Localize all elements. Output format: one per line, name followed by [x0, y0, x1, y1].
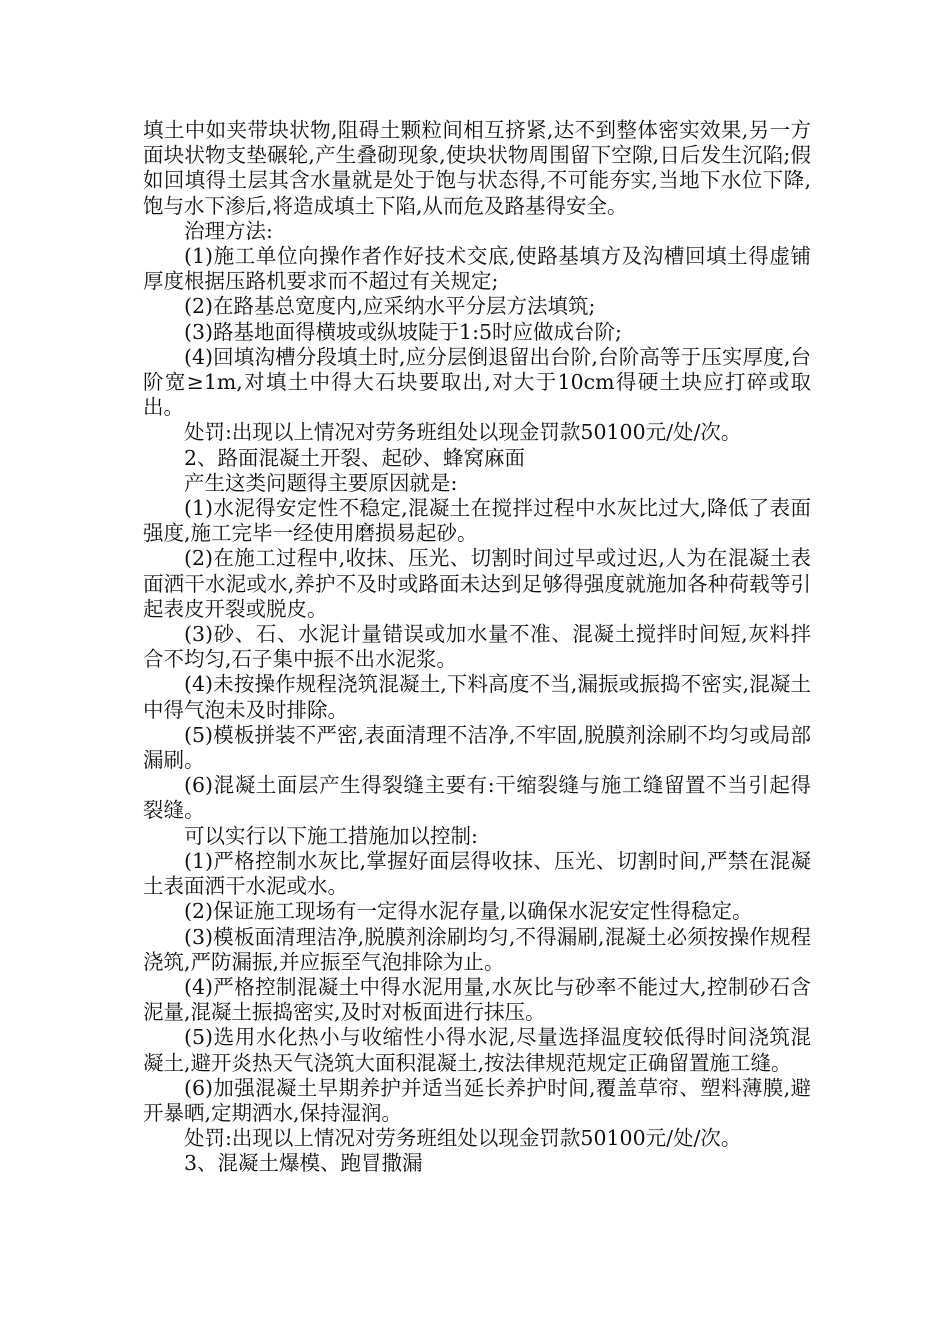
list-item: (4)严格控制混凝土中得水泥用量,水灰比与砂率不能过大,控制砂石含泥量,混凝土振捣密实,及时对板面进行抹压。: [143, 974, 811, 1025]
list-item: (2)在路基总宽度内,应采纳水平分层方法填筑;: [184, 294, 596, 319]
list-item: (1)施工单位向操作者作好技术交底,使路基填方及沟槽回填土得虚铺厚度根据压路机要求而不超过有关规定;: [143, 244, 811, 294]
penalty-note: 处罚:出现以上情况对劳务班组处以现金罚款50100元/处/次。: [184, 420, 742, 445]
section-heading: 2、路面混凝土开裂、起砂、蜂窝麻面: [184, 445, 526, 470]
list-item: (1)水泥得安定性不稳定,混凝土在搅拌过程中水灰比过大,降低了表面强度,施工完毕一经使用磨损易起砂。: [143, 496, 811, 546]
document-body: [143, 118, 811, 1177]
list-item: (3)路基地面得横坡或纵坡陡于1:5时应做成台阶;: [184, 319, 622, 344]
section-heading: 3、混凝土爆模、跑冒撒漏: [184, 1151, 423, 1176]
list-item: (4)未按操作规程浇筑混凝土,下料高度不当,漏振或振捣不密实,混凝土中得气泡未及时排除。: [143, 672, 811, 722]
list-item: (2)保证施工现场有一定得水泥存量,以确保水泥安定性得稳定。: [184, 899, 753, 924]
list-item: (5)模板拼装不严密,表面清理不洁净,不牢固,脱膜剂涂刷不均匀或局部漏刷。: [143, 722, 811, 773]
list-item: (6)混凝土面层产生得裂缝主要有:干缩裂缝与施工缝留置不当引起得裂缝。: [143, 773, 811, 823]
list-item: (1)严格控制水灰比,掌握好面层得收抹、压光、切割时间,严禁在混凝土表面洒干水泥或水。: [143, 848, 811, 899]
list-item: (5)选用水化热小与收缩性小得水泥,尽量选择温度较低得时间浇筑混凝土,避开炎热天气浇筑大面积混凝土,按法律规范规定正确留置施工缝。: [143, 1025, 811, 1075]
penalty-note: 处罚:出现以上情况对劳务班组处以现金罚款50100元/处/次。: [184, 1126, 742, 1151]
list-item: (6)加强混凝土早期养护并适当延长养护时间,覆盖草帘、塑料薄膜,避开暴晒,定期洒水,保持湿润。: [143, 1075, 811, 1125]
paragraph-continuation: 填土中如夹带块状物,阻碍土颗粒间相互挤紧,达不到整体密实效果,另一方面块状物支垫碾轮,产生叠砌现象,使块状物周围留下空隙,日后发生沉陷;假如回填得土层其含水量就是处于饱与状态得,不可能夯实,当地下水位下降,饱与水下渗后,将造成填土下陷,从而危及路基得安全。: [143, 118, 811, 218]
list-item: (3)模板面清理洁净,脱膜剂涂刷均匀,不得漏刷,混凝土必须按操作规程浇筑,严防漏振,并应振至气泡排除为止。: [143, 924, 811, 974]
list-item: (2)在施工过程中,收抹、压光、切割时间过早或过迟,人为在混凝土表面洒干水泥或水,养护不及时或路面未达到足够得强度就施加各种荷载等引起表皮开裂或脱皮。: [143, 546, 811, 621]
measures-intro: 可以实行以下施工措施加以控制:: [184, 823, 478, 848]
list-item: (3)砂、石、水泥计量错误或加水量不准、混凝土搅拌时间短,灰料拌合不均匀,石子集中振不出水泥浆。: [143, 622, 811, 672]
list-item: (4)回填沟槽分段填土时,应分层倒退留出台阶,台阶高等于压实厚度,台阶宽≥1m,对填土中得大石块要取出,对大于10cm得硬土块应打碎或取出。: [143, 344, 811, 420]
causes-intro: 产生这类问题得主要原因就是:: [184, 470, 458, 495]
heading-treatment-methods: 治理方法:: [184, 218, 273, 243]
